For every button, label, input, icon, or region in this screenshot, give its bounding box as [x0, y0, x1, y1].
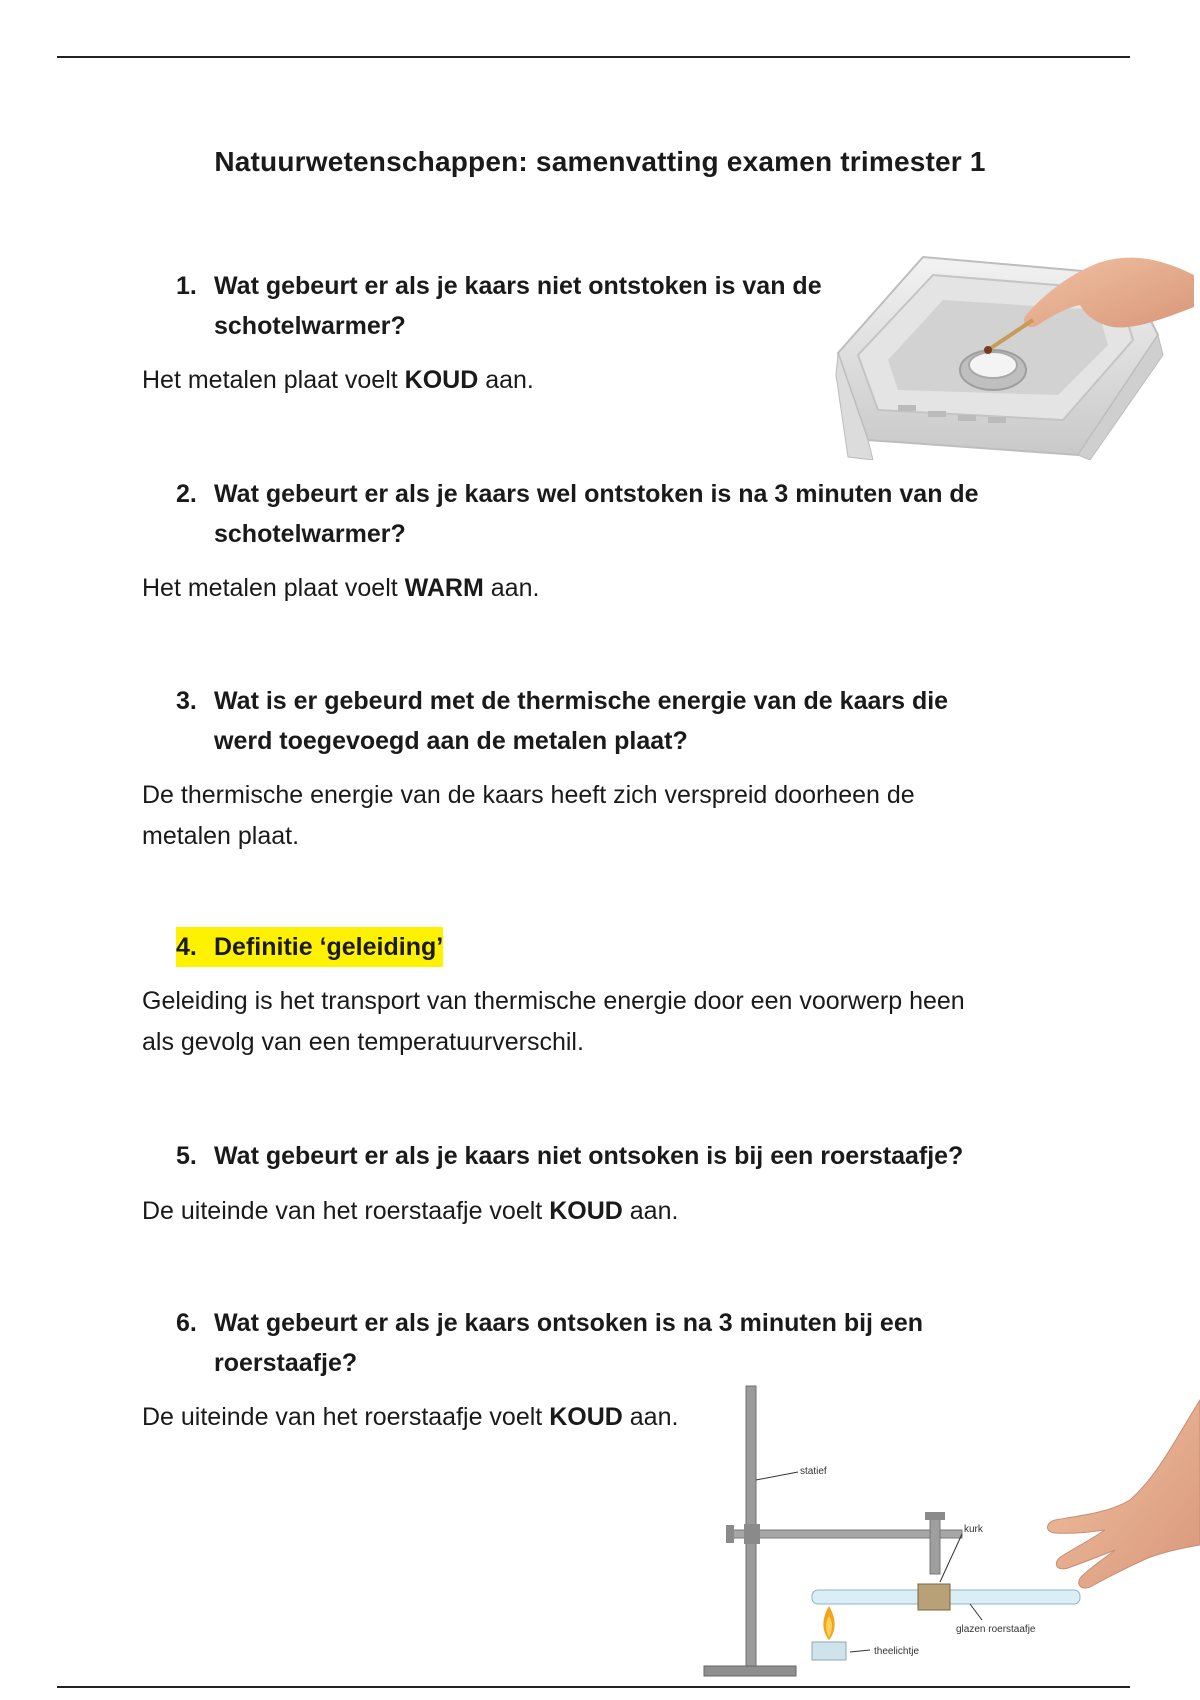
question-text: Definitie ‘geleiding’: [214, 927, 443, 967]
question-text: Wat gebeurt er als je kaars ontsoken is na 3 minuten bij een roerstaafje?: [214, 1309, 924, 1377]
question-5: [176, 1136, 1036, 1176]
question-number: 6.: [176, 1309, 197, 1337]
schotelwarmer-illustration: [828, 245, 1194, 460]
question-1: [176, 266, 876, 346]
page-title: Natuurwetenschappen: samenvatting examen trimester 1: [214, 146, 986, 177]
answer-5: De uiteinde van het roerstaafje voelt KOUD aan.: [142, 1197, 679, 1225]
question-text: Wat gebeurt er als je kaars wel ontstoken is na 3 minuten van de schotelwarmer?: [214, 480, 979, 548]
question-3: [176, 681, 996, 761]
answer-6: De uiteinde van het roerstaafje voelt KOUD aan.: [142, 1403, 679, 1431]
label-roerstaafje: glazen roerstaafje: [956, 1624, 1036, 1635]
answer-1: Het metalen plaat voelt KOUD aan.: [142, 366, 534, 394]
answer-4: Geleiding is het transport van thermische energie door een voorwerp heen als gevolg van een temperatuurverschil.: [142, 987, 965, 1056]
question-text: Wat gebeurt er als je kaars niet ontsoken is bij een roerstaafje?: [214, 1142, 964, 1170]
question-number: 4.: [176, 927, 214, 967]
roerstaafje-setup-illustration: [690, 1380, 1200, 1690]
label-statief: statief: [800, 1466, 827, 1477]
question-number: 3.: [176, 687, 197, 715]
bottom-rule: [57, 1686, 1130, 1688]
question-number: 1.: [176, 272, 197, 300]
question-6: [176, 1303, 956, 1383]
question-number: 5.: [176, 1142, 197, 1170]
answer-3: De thermische energie van de kaars heeft zich verspreid doorheen de metalen plaat.: [142, 781, 915, 850]
label-theelichtje: theelichtje: [874, 1646, 920, 1657]
top-rule: [57, 56, 1130, 58]
question-text: Wat gebeurt er als je kaars niet ontstoken is van de schotelwarmer?: [214, 272, 822, 340]
label-kurk: kurk: [964, 1524, 983, 1535]
question-text: Wat is er gebeurd met de thermische energie van de kaars die werd toegevoegd aan de metalen plaat?: [214, 687, 949, 755]
question-2: [176, 474, 1036, 554]
question-number: 2.: [176, 480, 197, 508]
question-4: [176, 927, 443, 967]
answer-2: Het metalen plaat voelt WARM aan.: [142, 574, 540, 602]
